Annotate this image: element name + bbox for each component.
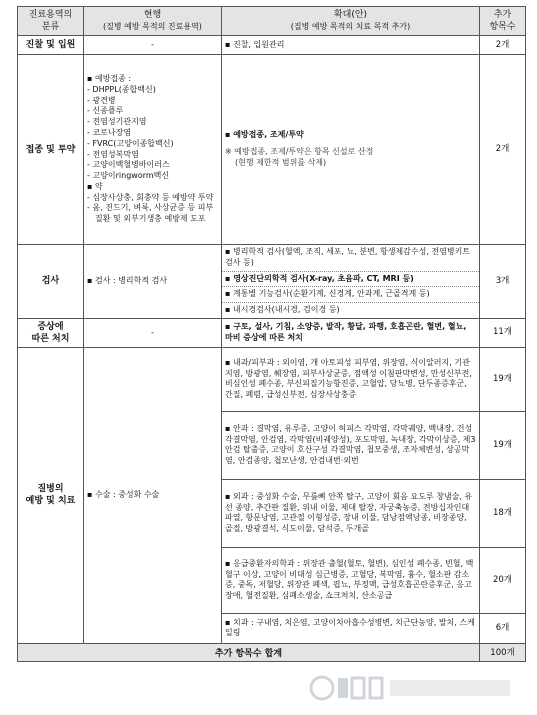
category-line2: 따른 처치 — [31, 333, 70, 344]
expansion-item-ophthalmology: ▪ 안과 : 결막염, 유루증, 고양이 허피스 각막염, 각막궤양, 백내장, 건성각결막염, 안검염, 각막염(비궤양성), 포도막염, 녹내장, 각막이상증, 제3안검 탈출증, 고양이 호산구성 각결막염, 첩모중생, 조자체변성, 상공막염, 안검종양, 첩모난생, 안검내번·외번 — [222, 411, 480, 479]
current-item: - 옴, 진드기, 벼룩, 사상균증 등 피부질환 및 외부기생충 예방제 도포 — [87, 203, 214, 224]
expansion-item-internal: ▪ 내과/피부과 : 외이염, 개 아토피성 피부염, 위장염, 식이알러지, 기관지염, 방광염, 췌장염, 피부사상균증, 점액성 이첨판막변성, 만성신부전, 비심인성 폐수종, 부신피질기능항진증, 고혈압, 당뇨병, 단두종증후군, 간질, 폐렴, 급성신부전, 심장사상충증 — [222, 347, 480, 411]
expansion-item: ▪ 계통별 기능검사(순환기계, 신경계, 안과계, 근골격계 등) — [222, 287, 479, 303]
expansion-note: ※ 예방접종, 조제/투약은 항목 신설로 산정 — [225, 147, 374, 157]
header-current-line1: 현행 — [143, 10, 162, 20]
count-cell: 11개 — [480, 318, 526, 347]
expansion-cell: ▪ 진찰, 입원관리 — [222, 36, 480, 55]
category-cell: 접종 및 투약 — [18, 55, 84, 245]
current-item: - 고양이ringworm백신 — [87, 171, 170, 181]
header-count-line1: 추가 — [493, 10, 512, 20]
current-item: - 광견병 — [87, 95, 116, 105]
current-item: ▪ 약 — [87, 181, 103, 191]
category-cell — [18, 347, 84, 643]
header-expansion — [222, 7, 480, 36]
count-cell: 2개 — [480, 36, 526, 55]
current-item: - 심장사상충, 회충약 등 예방약 투약 — [87, 192, 214, 202]
current-item: - 전염성복막염 — [87, 149, 139, 159]
header-current — [84, 7, 222, 36]
current-item: - FVRC(고양이종합백신) — [87, 138, 174, 148]
category-line1: 증상에 — [37, 321, 64, 332]
count-cell: 19개 — [480, 347, 526, 411]
header-category-line1: 진료용역의 — [28, 10, 73, 20]
header-count — [480, 7, 526, 36]
expansion-cell: ▪ 구토, 설사, 기침, 소양증, 발작, 황달, 파행, 호흡곤란, 혈변, 혈뇨, 마비 증상에 따른 처치 — [222, 318, 480, 347]
row-symptom-treatment — [18, 318, 526, 347]
current-item: - 신종플루 — [87, 106, 124, 116]
expansion-note-detail: (현행 제한적 범위를 삭제) — [235, 157, 327, 167]
category-line1: 질병의 — [37, 484, 64, 495]
header-count-line2: 항목수 — [489, 22, 516, 32]
header-category-line2: 분류 — [41, 22, 60, 32]
expansion-item-dental: ▪ 치과 : 구내염, 치은염, 고양이치아흡수성병변, 치근단농양, 발치, 스케일링 — [222, 613, 480, 643]
count-cell: 18개 — [480, 479, 526, 547]
current-item: - 코로나장염 — [87, 127, 132, 137]
expansion-cell — [222, 55, 480, 245]
expansion-cell — [222, 245, 480, 319]
row-vaccination-medication — [18, 55, 526, 245]
current-item: ▪ 예방접종 : — [87, 73, 132, 83]
total-count: 100개 — [480, 643, 526, 661]
row-exam-admission — [18, 36, 526, 55]
count-cell: 6개 — [480, 613, 526, 643]
category-cell — [18, 318, 84, 347]
header-current-line2: (질병 예방 목적의 진료용역) — [103, 22, 202, 31]
total-row — [18, 643, 526, 661]
total-label: 추가 항목수 합계 — [18, 643, 480, 661]
category-line2: 예방 및 치료 — [25, 496, 76, 507]
document-table-wrapper — [17, 6, 525, 662]
expansion-item-surgery: ▪ 외과 : 중성화 수술, 무릎뼈 안쪽 탈구, 고양이 회음 요도루 창냄술, 유선 종양, 추간판 질환, 위내 이물, 제대 탈장, 자궁축농증, 전방십자인대 파열, 항문낭염, 고관절 이형성증, 장내 이물, 담낭점액낭종, 비장종양, 골절, 방광결석, 식도이물, 담석증, 두개골 — [222, 479, 480, 547]
current-item: - DHPPL(종합백신) — [87, 84, 156, 94]
header-expansion-line2: (질병 예방 목적의 치료 목적 추가) — [290, 22, 411, 31]
category-cell: 진찰 및 입원 — [18, 36, 84, 55]
count-cell: 3개 — [480, 245, 526, 319]
expansion-item: ▪ 병리학적 검사(혈액, 조직, 세포, 뇨, 분변, 항생제감수성, 전염병키트검사 등) — [222, 245, 479, 272]
expansion-item: ▪ 내시경검사(내시경, 검이경 등) — [225, 305, 340, 315]
row-disease — [18, 347, 526, 411]
current-item: - 고양이백혈병바이러스 — [87, 160, 170, 170]
header-category — [18, 7, 84, 36]
current-cell — [84, 55, 222, 245]
expansion-item: ▪ 영상진단의학적 검사(X-ray, 초음파, CT, MRI 등) — [222, 272, 479, 288]
count-cell: 2개 — [480, 55, 526, 245]
expansion-item: ▪ 예방접종, 조제/투약 — [225, 130, 304, 140]
header-row — [18, 7, 526, 36]
current-cell: - — [84, 36, 222, 55]
header-expansion-line1: 확대(안) — [333, 10, 368, 20]
current-cell: - — [84, 318, 222, 347]
category-cell: 검사 — [18, 245, 84, 319]
row-tests — [18, 245, 526, 319]
newspaper-logo-watermark — [308, 668, 528, 708]
current-item: - 전염성기관지염 — [87, 117, 147, 127]
count-cell: 19개 — [480, 411, 526, 479]
count-cell: 20개 — [480, 547, 526, 613]
expansion-table — [17, 6, 526, 662]
current-cell: ▪ 검사 : 병리학적 검사 — [84, 245, 222, 319]
expansion-item-emergency: ▪ 응급중환자의학과 : 위장관 출혈(혈토, 혈변), 심인성 폐수종, 빈혈, 백혈구 이상, 고양이 비대성 심근병증, 고혈당, 복막염, 흉수, 혈소판 감소증, 중독, 저혈당, 위장관 폐색, 핍뇨, 부정맥, 급성호흡곤란증후군, 응고장애, 혈전질환, 심폐소생술, 쇼크처치, 산소공급 — [222, 547, 480, 613]
current-cell: ▪ 수술 : 중성화 수술 — [84, 347, 222, 643]
